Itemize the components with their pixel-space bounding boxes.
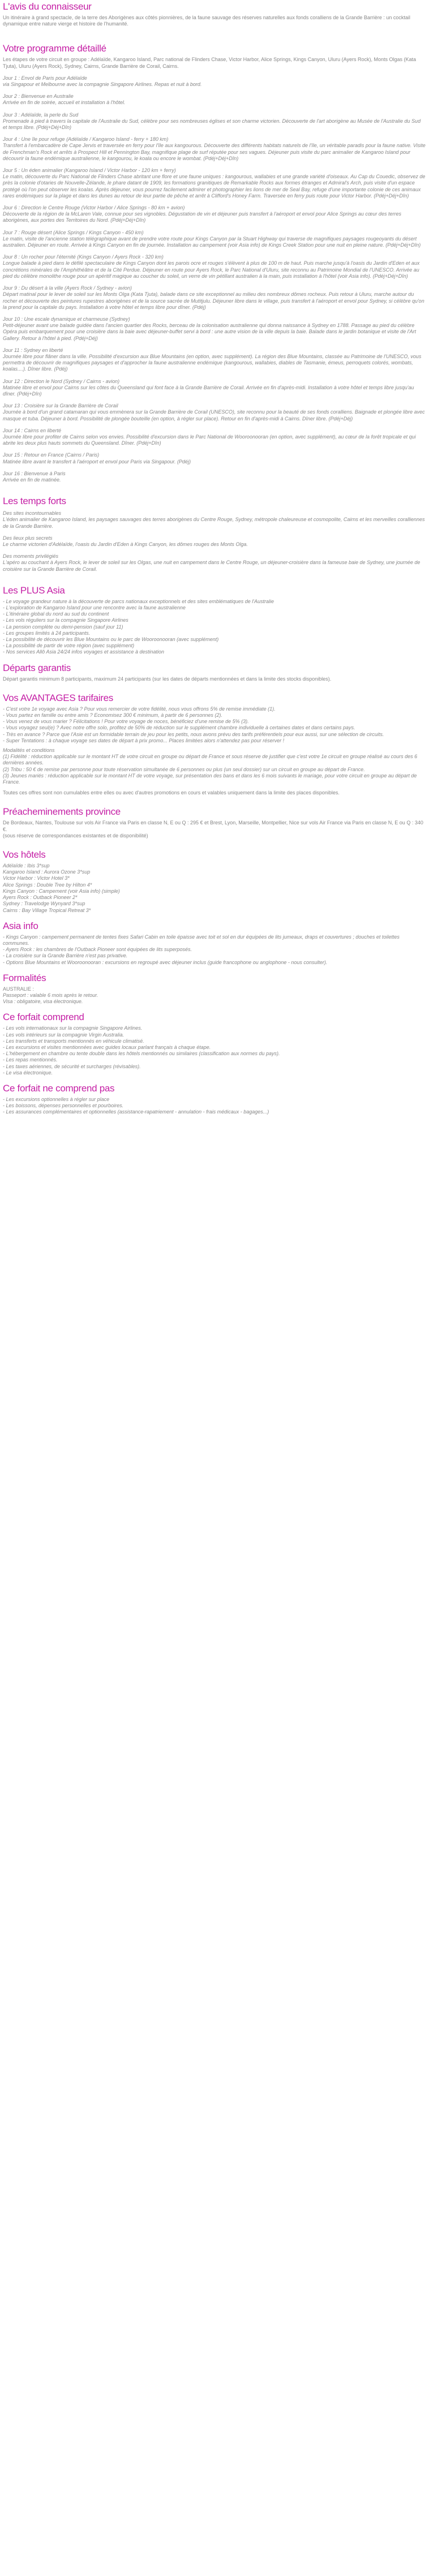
modalite-item: (3) Jeunes mariés : réduction applicable sur le montant HT de votre voyage, sur présentation des bans et dans les 6 mois suivants le mariage, pour votre circuit en groupe au départ de France.: [3, 772, 417, 785]
plus-asia-section: [3, 585, 426, 656]
day-title: Jour 8 : Un rocher pour l'éternité (Kings Canyon / Ayers Rock - 320 km): [3, 254, 164, 260]
day-title: Jour 13 : Croisière sur la Grande Barrière de Corail: [3, 403, 118, 409]
plus-asia-heading: Les PLUS Asia: [3, 584, 65, 596]
temps-forts-heading: Les temps forts: [3, 496, 66, 507]
preacheminements-note: (sous réserve de correspondances existantes et de disponibilité): [3, 832, 148, 838]
day-title: Jour 10 : Une escale dynamique et charmeuse (Sydney): [3, 316, 130, 322]
plus-asia-item: - La possibilité de découvrir les Blue Mountains ou le parc de Wooroonooran (avec supplément): [3, 637, 219, 643]
day-item: [3, 316, 426, 342]
day-item: [3, 452, 426, 465]
day-text: Découverte de la région de la McLaren Vale, connue pour ses vignobles. Dégustation de vin et déjeuner puis transfert à l'aéroport et envol pour Alice Springs au cœur des terres aborigènes, aux portes des Territoires du Nord. (Pdéj+Déj+Dîn): [3, 211, 401, 223]
day-text: Transfert à l'embarcadère de Cape Jervis et traversée en ferry pour l'île aux kangourous. Découverte des différents habitats naturels de l'île, un véritable paradis pour la faune native. Visite de Frenchman's Rock et arrêts à Prospect Hill et Pennington Bay, magnifique plage de surf réputée pour ses vagues. Déjeuner puis visite du parc animalier de Kangaroo Island pour découvrir la faune endémique australienne, le kangourou, le koala ou encore le wombat. (Pdéj+Déj+Dîn): [3, 143, 426, 161]
day-text: via Singapour et Melbourne avec la compagnie Singapore Airlines. Repas et nuit à bord.: [3, 81, 202, 88]
day-text: Matinée libre et envol pour Cairns sur les côtes du Queensland qui font face à la Grande Barrière de Corail. Arrivée en fin d'après-midi. Installation à votre hôtel et temps libre jusqu'au dîner. (Pdéj+Dîn): [3, 384, 414, 397]
modalite-item: (2) Tribu : 50 € de remise par personne pour toute réservation simultanée de 6 personnes ou plus (un seul dossier) sur un circuit en groupe au départ de France.: [3, 766, 365, 772]
day-text: Arrivée en fin de matinée.: [3, 476, 61, 483]
day-title: Jour 6 : Direction le Centre Rouge (Victor Harbor / Alice Springs - 80 km + avion): [3, 205, 185, 211]
day-text: Le matin, visite de l'ancienne station télégraphique avant de prendre votre route pour Kings Canyon par la Stuart Highway qui traverse de magnifiques paysages rougeoyants du désert australien. Déjeuner en route. Arrivée à Kings Canyon en fin de journée. Installation au campement (voir Asia info) de Kings Creek Station pour une nuit en pleine nature. (Pdéj+Déj+Dîn): [3, 235, 421, 248]
day-title: Jour 1 : Envol de Paris pour Adélaïde: [3, 75, 87, 81]
avantage-item: - Très en avance ? Parce que l'Asie est un formidable terrain de jeu pour les petits, nous avons prévu des tarifs préférentiels pour eux aussi, sur une sélection de circuits.: [3, 731, 384, 737]
day-text: Journée à bord d'un grand catamaran qui vous emmènera sur la Grande Barrière de Corail (UNESCO), site reconnu pour la beauté de ses fonds coralliens. Baignade et plongée libre avec masque et tuba. Déjeuner à bord. Possibilité de plongée bouteille (en option, à régler sur place). Retour en fin d'après-midi à Cairns. Dîner libre. (Pdéj+Déj): [3, 409, 425, 422]
plus-asia-item: - Nos services Allô Asia 24/24 infos voyages et assistance à destination: [3, 649, 164, 655]
day-item: [3, 347, 426, 373]
asia-info-item: - Kings Canyon : campement permanent de tentes fixes Safari Cabin en toile épaisse avec toit et sol en dur équipées de lits jumeaux, draps et couvertures ; douches et toilettes communes.: [3, 934, 400, 946]
forfait-ne-comprend-heading: Ce forfait ne comprend pas: [3, 1082, 115, 1094]
forfait-comprend-item: - Les repas mentionnés.: [3, 1057, 58, 1063]
connaisseur-section: [3, 1, 426, 27]
temps-forts-list: [3, 510, 426, 573]
day-title: Jour 2 : Bienvenue en Australie: [3, 93, 74, 100]
forfait-comprend-section: [3, 1012, 426, 1076]
day-title: Jour 4 : Une île pour refuge (Adélaïde / Kangaroo Island - ferry + 180 km): [3, 136, 169, 143]
day-item: [3, 93, 426, 106]
connaisseur-heading: L'avis du connaisseur: [3, 1, 92, 12]
day-item: [3, 75, 426, 88]
forfait-ne-comprend-item: - Les boissons, dépenses personnelles et pourboires.: [3, 1103, 124, 1109]
avantage-item: - Vous partez en famille ou entre amis ? Economisez 300 € minimum, à partir de 6 personnes (2).: [3, 712, 222, 719]
temps-fort-item: [3, 553, 426, 573]
forfait-ne-comprend-list: [3, 1096, 426, 1116]
modalites-title: Modalités et conditions: [3, 747, 55, 754]
hotels-list: [3, 863, 426, 914]
hotel-item: Cairns : Bay Village Tropical Retreat 3*: [3, 907, 91, 913]
forfait-ne-comprend-item: - Les assurances complémentaires et optionnelles (assistance-rapatriement - annulation - frais médicaux - bagages...): [3, 1109, 269, 1115]
day-title: Jour 9 : Du désert à la ville (Ayers Rock / Sydney - avion): [3, 285, 132, 291]
departs-heading: Départs garantis: [3, 662, 71, 673]
day-text: Le matin, découverte du Parc National de Flinders Chase abritant une flore et une faune uniques : kangourous, wallabies et une grande variété d'oiseaux. Au Cap du Couedic, observez de près la colonie d'otaries de Nouvelle-Zélande, le phare datant de 1909, les formations granitiques de Remarkable Rocks aux formes étranges et Admiral's Arch, puis visite d'un espace protégé où l'on peut observer les koalas. Après déjeuner, vous pourrez facilement admirer et photographier les lions de mer de Seal Bay, refuge d'une importante colonie de ces animaux rares endémiques sur la plage et dans les dunes au retour de leur partie de pêche et arrêt à Clifford's Honey Farm. Traversée en ferry puis route pour Victor Harbor. (Pdéj+Déj+Dîn): [3, 174, 426, 199]
temps-fort-title: Des moments privilégiés: [3, 553, 59, 560]
avantages-list: [3, 706, 426, 744]
avantages-note: Toutes ces offres sont non cumulables entre elles ou avec d'autres promotions en cours et valables uniquement dans la limite des places disponibles.: [3, 790, 340, 796]
formalite-item: Visa : obligatoire, visa électronique.: [3, 999, 83, 1005]
formalites-list: [3, 992, 426, 1005]
forfait-comprend-item: - Les taxes aériennes, de sécurité et surcharges (révisables).: [3, 1063, 141, 1069]
avantage-item: - C'est votre 1e voyage avec Asia ? Pour vous remercier de votre fidélité, nous vous offrons 5% de remise immédiate (1).: [3, 706, 276, 712]
programme-heading: Votre programme détaillé: [3, 43, 106, 54]
modalite-item: (1) Fidélité : réduction applicable sur le montant HT de votre circuit en groupe ou départ de France et sous réserve de justifier que c'est votre 1e circuit en groupe réalisé au cours des 6 dernières années.: [3, 754, 418, 766]
plus-asia-item: - L'exploration de Kangaroo Island pour une rencontre avec la faune australienne: [3, 605, 186, 610]
temps-fort-item: [3, 510, 426, 530]
tour-page: [0, 0, 429, 1116]
day-item: [3, 230, 426, 249]
forfait-ne-comprend-item: - Les excursions optionnelles à régler sur place: [3, 1096, 110, 1102]
day-title: Jour 3 : Adélaïde, la perle du Sud: [3, 111, 79, 118]
formalites-label: AUSTRALIE :: [3, 986, 35, 992]
formalite-item: Passeport : valable 6 mois après le retour.: [3, 992, 98, 998]
hotel-item: Sydney : Travelodge Wynyard 3*sup: [3, 901, 85, 907]
day-item: [3, 379, 426, 398]
plus-asia-item: - L'itinéraire global du nord au sud du continent: [3, 611, 109, 617]
avantages-heading: Vos AVANTAGES tarifaires: [3, 692, 113, 703]
day-text: Arrivée en fin de soirée, accueil et installation à l'hôtel.: [3, 100, 126, 106]
asia-info-section: [3, 921, 426, 966]
forfait-comprend-item: - Les excursions et visites mentionnées avec guides locaux parlant français à chaque étape.: [3, 1044, 211, 1050]
day-text: Promenade à pied à travers la capitale de l'Australie du Sud, célèbre pour ses nombreuses églises et son charme victorien. Découverte de l'art aborigène au Musée de l'Australie du Sud et temps libre. (Pdéj+Déj+Dîn): [3, 118, 421, 131]
temps-fort-item: [3, 535, 426, 548]
avantage-item: - Vous venez de vous marier ? Félicitations ! Pour votre voyage de noces, bénéficiez d'une remise de 5% (3).: [3, 719, 249, 725]
temps-fort-text: L'éden animalier de Kangaroo Island, les paysages sauvages des terres aborigènes du Centre Rouge, Sydney, métropole chaleureuse et cosmopolite, Cairns et les merveilles coralliennes de la Grande Barrière.: [3, 517, 425, 529]
day-title: Jour 5 : Un éden animalier (Kangaroo Island / Victor Harbor - 120 km + ferry): [3, 167, 176, 174]
departs-section: [3, 663, 426, 682]
day-title: Jour 14 : Cairns en liberté: [3, 427, 62, 433]
forfait-comprend-item: - Les transferts et transports mentionnés en véhicule climatisé.: [3, 1038, 144, 1044]
day-title: Jour 15 : Retour en France (Cairns / Paris): [3, 452, 100, 458]
day-text: Matinée libre avant le transfert à l'aéroport et envol pour Paris via Singapour. (Pdéj): [3, 458, 191, 465]
asia-info-item: - Ayers Rock : les chambres de l'Outback Pioneer sont équipées de lits superposés.: [3, 947, 192, 953]
day-item: [3, 112, 426, 131]
avantage-item: - Vous voyagez seul(e) ? Avec notre offre solo, profitez de 50% de réduction sur le supplément chambre individuelle à certaines dates et dans certains pays.: [3, 725, 355, 731]
day-title: Jour 7 : Rouge désert (Alice Springs / Kings Canyon - 450 km): [3, 229, 144, 235]
day-text: Départ matinal pour le lever de soleil sur les Monts Olga (Kata Tjuta), balade dans ce site exceptionnel au milieu des nombreux dômes rocheux. Puis retour à Uluru, marche autour du rocher et découverte des peintures rupestres aborigènes et de la source sacrée de Mutitjulu. Déjeuner libre dans le village, puis transfert à l'aéroport et envol pour Sydney, si célèbre qu'on la prend pour la capitale du pays. Installation à votre hôtel et temps libre pour dîner. (Pdéj): [3, 291, 424, 310]
avantage-item: - Super Tentations : à chaque voyage ses dates de départ à prix promo... Places limitées alors n'attendez pas pour réserver !: [3, 737, 285, 743]
day-item: [3, 136, 426, 162]
plus-asia-list: [3, 599, 426, 656]
plus-asia-item: - La possibilité de partir de votre région (avec supplément): [3, 643, 135, 649]
day-item: [3, 403, 426, 422]
day-text: Journée libre pour profiter de Cairns selon vos envies. Possibilité d'excursion dans le Parc National de Wooroonooran (en option, avec supplément), au cœur de la forêt tropicale et qui abrite les deux plus hauts sommets du Queensland. Dîner. (Pdéj+Dîn): [3, 433, 416, 446]
formalites-section: [3, 973, 426, 1005]
programme-section: [3, 43, 426, 483]
temps-fort-text: L'apéro au couchant à Ayers Rock, le lever de soleil sur les Olgas, une nuit en campement dans le Centre Rouge, un déjeuner-croisière dans la fameuse baie de Sydney, une journée de croisière sur la Grande Barrière de Corail.: [3, 560, 421, 572]
forfait-ne-comprend-section: [3, 1083, 426, 1116]
plus-asia-item: - Le voyage grandeur nature à la découverte de parcs nationaux exceptionnels et des sites emblématiques de l'Australie: [3, 598, 274, 604]
programme-intro: Les étapes de votre circuit en groupe : Adélaïde, Kangaroo Island, Parc national de Flinders Chase, Victor Harbor, Alice Springs, Kings Canyon, Uluru (Ayers Rock), Monts Olgas (Kata Tjuta), Uluru (Ayers Rock), Sydney, Cairns, Grande Barrière de Corail, Cairns.: [3, 57, 417, 69]
day-title: Jour 11 : Sydney en liberté: [3, 347, 63, 353]
temps-fort-title: Des sites incontournables: [3, 510, 62, 517]
temps-fort-title: Des lieux plus secrets: [3, 535, 53, 541]
hotel-item: Victor Harbor : Victor Hotel 3*: [3, 875, 70, 881]
day-item: [3, 428, 426, 447]
hotel-item: Alice Springs : Double Tree by Hilton 4*: [3, 881, 92, 888]
hotel-item: Ayers Rock : Outback Pioneer 2*: [3, 894, 78, 901]
plus-asia-item: - La pension complète ou demi-pension (sauf jour 11): [3, 623, 123, 630]
forfait-comprend-item: - Le visa électronique.: [3, 1069, 53, 1076]
forfait-comprend-item: - Les vols intérieurs sur la compagnie Virgin Australia.: [3, 1031, 125, 1038]
day-text: Journée libre pour flâner dans la ville. Possibilité d'excursion aux Blue Mountains (en option, avec supplément). La région des Blue Mountains, classée au Patrimoine de l'UNESCO, vous permettra de découvrir de magnifiques paysages et d'approcher la faune australienne endémique (kangourous, wallabies, diables de Tasmanie, émeus, perroquets colorés, wombats, koalas....). Dîner libre. (Pdéj): [3, 353, 422, 372]
programme-days: [3, 75, 426, 483]
forfait-comprend-item: - Les vols internationaux sur la compagnie Singapore Airlines.: [3, 1025, 143, 1031]
hotel-item: Kangaroo Island : Aurora Ozone 3*sup: [3, 869, 91, 875]
day-title: Jour 16 : Bienvenue à Paris: [3, 470, 66, 476]
avantages-section: [3, 693, 426, 797]
asia-info-item: - Options Blue Mountains et Wooroonooran : excursions en regroupé avec déjeuner inclus (guide francophone ou anglophone - nous consulter).: [3, 959, 328, 965]
forfait-comprend-list: [3, 1025, 426, 1076]
hotel-item: Kings Canyon : Campement (voir Asia info) (simple): [3, 888, 120, 894]
day-text: Petit-déjeuner avant une balade guidée dans l'ancien quartier des Rocks, berceau de la colonisation australienne qui donna naissance à Sydney en 1788. Passage au pied du célèbre Opéra puis embarquement pour une croisière dans la baie avec déjeuner-buffet servi à bord : une autre vision de la ville depuis la baie. Balade dans le jardin botanique et visite de l'Art Gallery. Retour à l'hôtel à pied. (Pdéj+Déj): [3, 322, 416, 341]
preacheminements-text: De Bordeaux, Nantes, Toulouse sur vols Air France via Paris en classe N, E ou Q : 295 € et Brest, Lyon, Marseille, Montpellier, Nice sur vols Air France via Paris en classe N, E ou Q : 340 €.: [3, 820, 423, 832]
hotels-section: [3, 849, 426, 914]
day-item: [3, 471, 426, 483]
departs-text: Départ garantis minimum 8 participants, maximum 24 participants (sur les dates de départs mentionnées et dans la limite des stocks disponibles).: [3, 676, 332, 682]
day-item: [3, 205, 426, 224]
plus-asia-item: - Les groupes limités à 24 participants.: [3, 630, 91, 636]
temps-forts-section: [3, 496, 426, 573]
forfait-comprend-item: - L'hébergement en chambre ou tente double dans les hôtels mentionnés ou similaires (classification aux normes du pays).: [3, 1051, 280, 1057]
asia-info-list: [3, 934, 426, 966]
connaisseur-text: Un itinéraire à grand spectacle, de la terre des Aborigènes aux côtés pionnières, de la faune sauvage des réserves naturelles aux fonds coralliens de la Grande Barrière : un cocktail dynamique entre nature vierge et histoire de l'humanité.: [3, 15, 410, 27]
day-item: [3, 285, 426, 311]
asia-info-heading: Asia info: [3, 920, 38, 931]
day-item: [3, 254, 426, 279]
modalites-list: [3, 754, 426, 785]
day-item: [3, 167, 426, 199]
day-text: Longue balade à pied dans le défilé spectaculaire de Kings Canyon dont les parois ocre et rouges s'élèvent à plus de 100 m de haut. Puis marche jusqu'à l'oasis du Jardin d'Eden et aux concrétions minérales de l'Amphithéâtre et de la Cité Perdue. Déjeuner en route pour Ayers Rock, le Parc National d'Uluru, site reconnu au Patrimoine Mondial de l'UNESCO. Arrivée au pied du célèbre monolithe rouge pour un apéritif magique au coucher du soleil, un verre de vin pétillant australien à la main, puis installation à l'hôtel (voir Asia info). (Pdéj+Déj+Dîn): [3, 260, 420, 279]
formalites-heading: Formalités: [3, 972, 46, 983]
forfait-comprend-heading: Ce forfait comprend: [3, 1012, 84, 1023]
preacheminements-heading: Préacheminements province: [3, 806, 121, 818]
preacheminements-section: [3, 806, 426, 839]
temps-fort-text: Le charme victorien d'Adélaïde, l'oasis du Jardin d'Eden à Kings Canyon, les dômes rouges des Monts Olga.: [3, 541, 248, 547]
asia-info-item: - La croisière sur la Grande Barrière n'est pas privative.: [3, 953, 128, 959]
plus-asia-item: - Les vols réguliers sur la compagnie Singapore Airlines: [3, 617, 128, 623]
hotels-heading: Vos hôtels: [3, 849, 46, 861]
day-title: Jour 12 : Direction le Nord (Sydney / Cairns - avion): [3, 378, 120, 384]
hotel-item: Adélaïde : Ibis 3*sup: [3, 863, 50, 869]
